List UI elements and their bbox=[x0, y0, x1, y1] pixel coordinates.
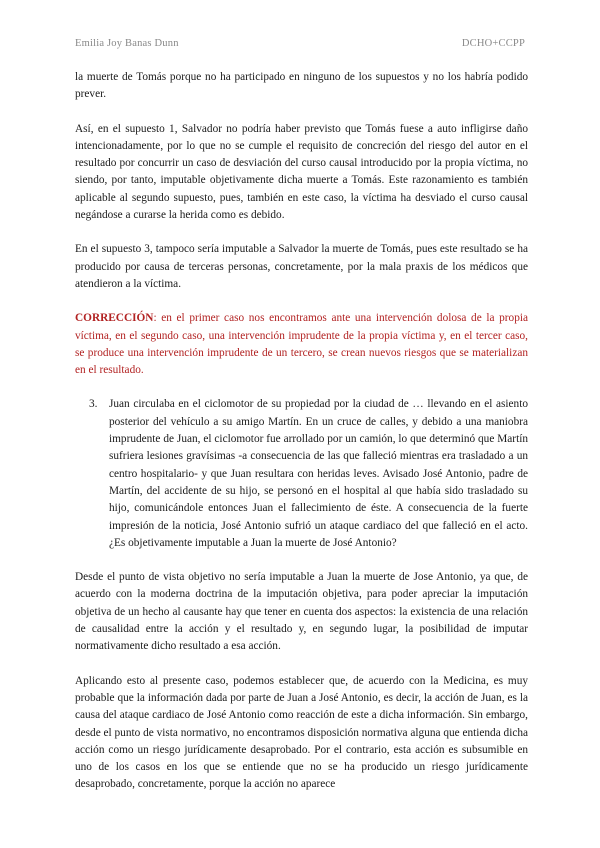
numbered-question bbox=[75, 396, 528, 552]
question-number: 3. bbox=[89, 398, 98, 411]
correction-paragraph bbox=[75, 310, 528, 379]
paragraph-supuesto-1-2: Así, en el supuesto 1, Salvador no podría haber previsto que Tomás fuese a auto infligirse daño intencionadamente, por lo que no se cumple el requisito de concreción del riesgo del autor en el resultado por concurrir un caso de desviación del curso causal introducido por la propia víctima, no siendo, por tanto, imputable objetivamente dicha muerte a Tomás. Este razonamiento es también aplicable al segundo supuesto, pues, también en este caso, la víctima ha desviado el curso causal negándose a curarse la herida como es debido. bbox=[75, 122, 528, 222]
question-text: Juan circulaba en el ciclomotor de su propiedad por la ciudad de … llevando en el asiento posterior del vehículo a su amigo Martín. En un cruce de calles, y debido a una maniobra imprudente de Juan, el ciclomotor fue arrollado por un camión, lo que determinó que Martín sufriera lesiones gravísimas -a consecuencia de las que falleció mientras era trasladado a un centro hospitalario- y que Juan resultara con heridas leves. Avisado José Antonio, padre de Martín, del accidente de su hijo, se personó en el hospital al que había sido trasladado su hijo, comunicándole entonces Juan el fallecimiento de éste. A consecuencia de la fuerte impresión de la noticia, José Antonio sufrió un ataque cardiaco del que falleció en el acto. ¿Es objetivamente imputable a Juan la muerte de José Antonio? bbox=[109, 398, 528, 549]
page-header bbox=[75, 38, 525, 49]
header-author: Emilia Joy Banas Dunn bbox=[75, 38, 179, 49]
correction-text: : en el primer caso nos encontramos ante una intervención dolosa de la propia víctima, en el segundo caso, una intervención imprudente de la propia víctima y, en el tercer caso, se produce una intervención imprudente de un tercero, se crean nuevos riesgos que se materializan en el resultado. bbox=[75, 312, 528, 377]
correction-label: CORRECCIÓN bbox=[75, 312, 154, 325]
paragraph-continuation: la muerte de Tomás porque no ha participado en ninguno de los supuestos y no los habría podido prever. bbox=[75, 71, 528, 101]
paragraph-answer-application: Aplicando esto al presente caso, podemos establecer que, de acuerdo con la Medicina, es muy probable que la información dada por parte de Juan a José Antonio, es decir, la acción de Juan, es la causa del ataque cardiaco de José Antonio como reacción de este a dicha información. Sin embargo, desde el punto de vista normativo, no encontramos disposición normativa alguna que entienda dicha acción como un riesgo jurídicamente desaprobado. Por el contrario, esta acción es subsumible en uno de los casos en los que se entiende que no se ha producido un riesgo jurídicamente desaprobado, concretamente, porque la acción no aparece bbox=[75, 674, 529, 791]
header-course: DCHO+CCPP bbox=[461, 38, 525, 49]
paragraph-answer-intro: Desde el punto de vista objetivo no sería imputable a Juan la muerte de Jose Antonio, ya que, de acuerdo con la moderna doctrina de la imputación objetiva, para poder apreciar la imputación objetiva de un hecho al causante hay que tener en cuenta dos aspectos: la existencia de una relación de causalidad entre la acción y el resultado y, en segundo lugar, la posibilidad de imputar normativamente dicho resultado a esa acción. bbox=[75, 571, 528, 653]
paragraph-supuesto-3: En el supuesto 3, tampoco sería imputable a Salvador la muerte de Tomás, pues este resultado se ha producido por causa de terceras personas, concretamente, por la mala praxis de los médicos que atendieron a la víctima. bbox=[75, 243, 528, 290]
document-body bbox=[75, 69, 528, 794]
